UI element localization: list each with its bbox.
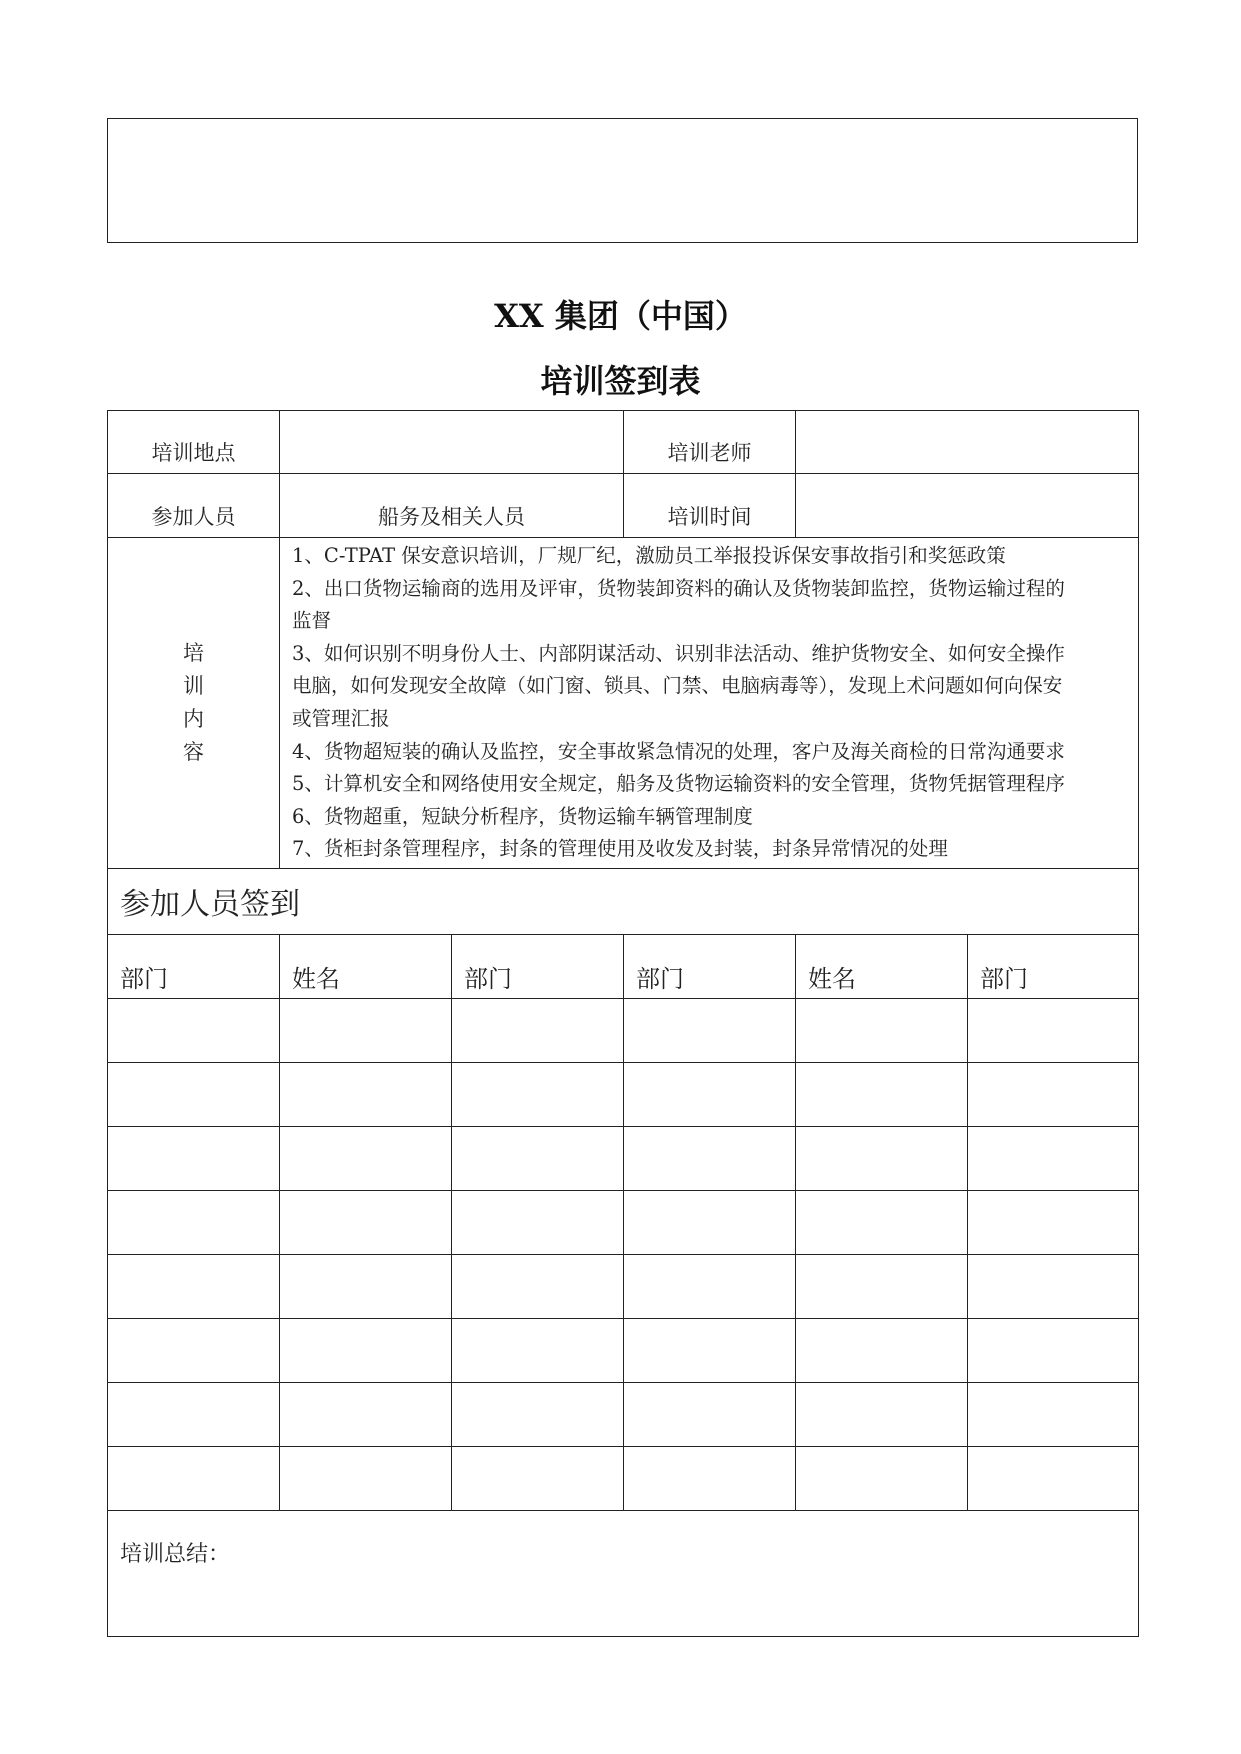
location-label: 培训地点 [108,411,280,474]
signin-cell[interactable] [452,1126,624,1190]
time-label: 培训时间 [624,474,796,538]
content-label-char: 容 [183,739,204,764]
signin-cell[interactable] [968,1318,1139,1382]
signin-cell[interactable] [280,998,452,1062]
signin-cell[interactable] [796,1318,968,1382]
signin-cell[interactable] [280,1254,452,1318]
content-label-char: 培 [183,640,204,665]
signin-cell[interactable] [280,1062,452,1126]
signin-cell[interactable] [108,1318,280,1382]
signin-cell[interactable] [280,1190,452,1254]
location-row [108,411,1139,474]
signin-cell[interactable] [452,1190,624,1254]
signin-cell[interactable] [108,1126,280,1190]
content-list [280,538,1139,869]
signin-cell[interactable] [968,1382,1139,1446]
signin-row [108,1126,1139,1190]
training-summary[interactable]: 培训总结： [108,1510,1139,1636]
header-blank-box [107,118,1138,243]
content-label-char: 训 [183,673,204,698]
signin-cell[interactable] [280,1318,452,1382]
signin-cell[interactable] [108,1446,280,1510]
teacher-label: 培训老师 [624,411,796,474]
signin-cell[interactable] [452,1062,624,1126]
signin-cell[interactable] [624,1254,796,1318]
header-name: 姓名 [796,934,968,998]
signin-cell[interactable] [452,1382,624,1446]
content-line: 监督 [292,609,332,633]
signin-title-row [108,868,1139,934]
signin-cell[interactable] [108,1190,280,1254]
signin-cell[interactable] [280,1446,452,1510]
signin-row [108,998,1139,1062]
content-line: 或管理汇报 [292,706,390,730]
signin-cell[interactable] [796,1062,968,1126]
signin-row [108,1190,1139,1254]
participants-row [108,474,1139,538]
participants-field[interactable]: 船务及相关人员 [280,474,624,538]
content-line: 7、货柜封条管理程序，封条的管理使用及收发及封装，封条异常情况的处理 [292,837,948,861]
document-subtitle: 培训签到表 [540,362,701,400]
content-line: 2、出口货物运输商的选用及评审，货物装卸资料的确认及货物装卸监控，货物运输过程的 [292,576,1065,600]
signin-cell[interactable] [968,1126,1139,1190]
signin-cell[interactable] [108,1382,280,1446]
header-department: 部门 [452,934,624,998]
content-line: 1、C-TPAT 保安意识培训，厂规厂纪，激励员工举报投诉保安事故指引和奖惩政策 [292,544,1006,567]
summary-row [108,1510,1139,1636]
content-line: 电脑，如何发现安全故障（如门窗、锁具、门禁、电脑病毒等），发现上术问题如何向保安 [292,674,1063,698]
signin-cell[interactable] [624,998,796,1062]
signin-cell[interactable] [796,1382,968,1446]
signin-cell[interactable] [624,1062,796,1126]
signin-cell[interactable] [796,1126,968,1190]
time-field[interactable] [796,474,1139,538]
signin-cell[interactable] [280,1382,452,1446]
signin-cell[interactable] [796,1190,968,1254]
content-line: 5、计算机安全和网络使用安全规定，船务及货物运输资料的安全管理，货物凭据管理程序 [292,772,1065,796]
signin-row [108,1318,1139,1382]
content-row [108,538,1139,869]
signin-cell[interactable] [452,998,624,1062]
signin-cell[interactable] [452,1446,624,1510]
training-form [107,410,1139,1637]
signin-cell[interactable] [280,1126,452,1190]
signin-section-title: 参加人员签到 [108,868,1139,934]
header-name: 姓名 [280,934,452,998]
signin-row [108,1446,1139,1510]
signin-cell[interactable] [968,1254,1139,1318]
signin-cell[interactable] [108,1254,280,1318]
participants-label: 参加人员 [108,474,280,538]
signin-cell[interactable] [968,998,1139,1062]
signin-cell[interactable] [796,1254,968,1318]
signin-cell[interactable] [624,1126,796,1190]
signin-cell[interactable] [452,1318,624,1382]
signin-cell[interactable] [968,1446,1139,1510]
document-title: XX 集团（中国） [494,297,747,335]
signin-cell[interactable] [624,1382,796,1446]
signin-cell[interactable] [968,1062,1139,1126]
signin-cell[interactable] [624,1446,796,1510]
content-line: 4、货物超短装的确认及监控，安全事故紧急情况的处理，客户及海关商检的日常沟通要求 [292,739,1065,763]
header-department: 部门 [108,934,280,998]
header-department: 部门 [624,934,796,998]
location-field[interactable] [280,411,624,474]
teacher-field[interactable] [796,411,1139,474]
signin-row [108,1062,1139,1126]
signin-row [108,1254,1139,1318]
signin-cell[interactable] [968,1190,1139,1254]
signin-cell[interactable] [452,1254,624,1318]
content-line: 3、如何识别不明身份人士、内部阴谋活动、识别非法活动、维护货物安全、如何安全操作 [292,641,1065,665]
signin-header-row [108,934,1139,998]
signin-cell[interactable] [108,998,280,1062]
content-line: 6、货物超重，短缺分析程序，货物运输车辆管理制度 [292,804,753,828]
signin-cell[interactable] [624,1318,796,1382]
header-department: 部门 [968,934,1139,998]
signin-cell[interactable] [796,1446,968,1510]
signin-row [108,1382,1139,1446]
content-label [108,538,280,869]
signin-cell[interactable] [624,1190,796,1254]
content-label-char: 内 [183,706,204,731]
signin-cell[interactable] [108,1062,280,1126]
signin-cell[interactable] [796,998,968,1062]
